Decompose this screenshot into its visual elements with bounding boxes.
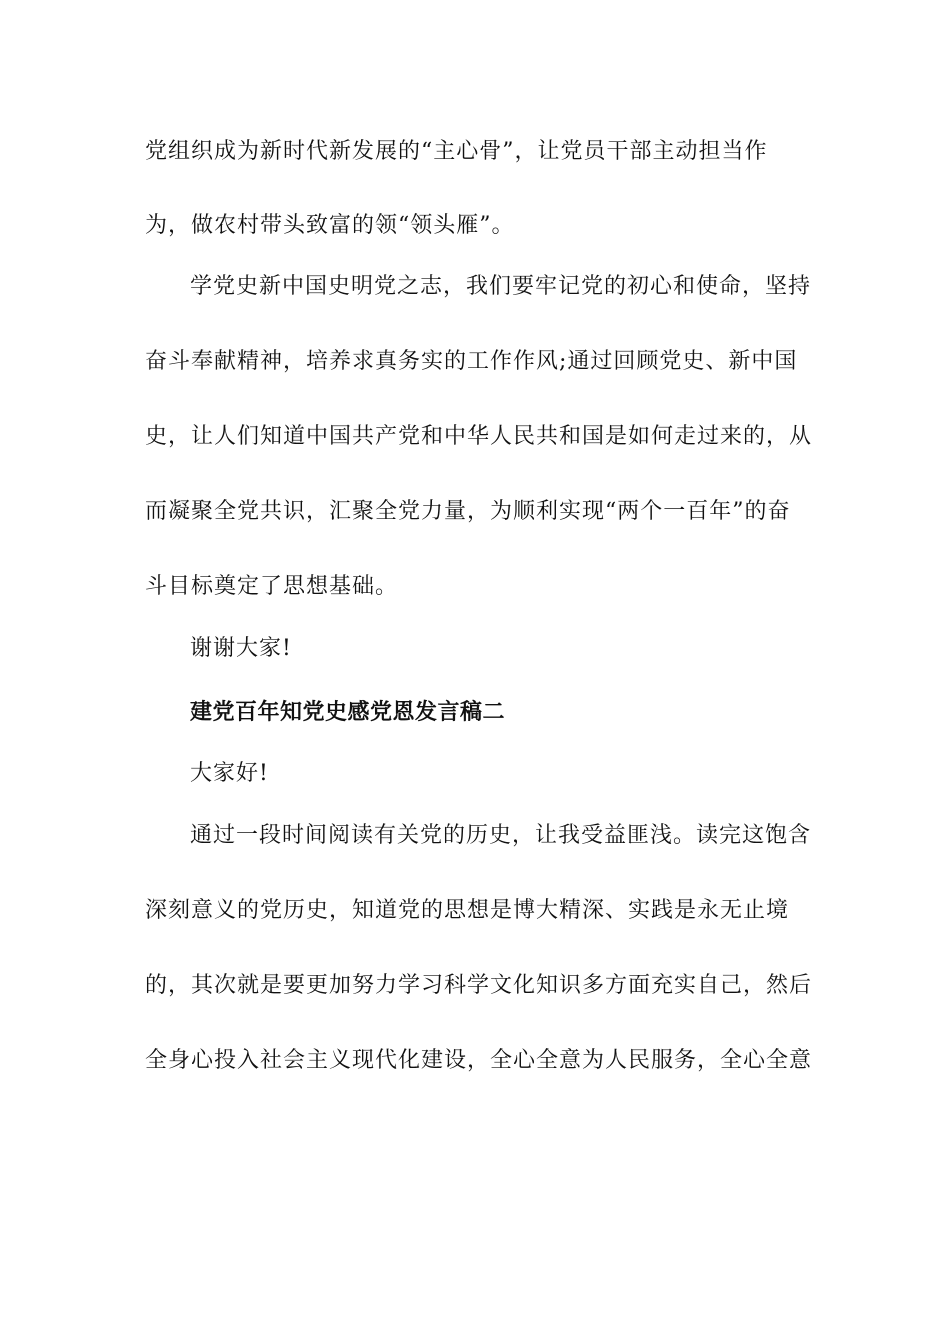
paragraph-line: 深刻意义的党历史，知道党的思想是博大精深、实践是永无止境	[145, 898, 790, 923]
paragraph-line: 全身心投入社会主义现代化建设，全心全意为人民服务，全心全意	[145, 1048, 813, 1073]
paragraph-line: 斗目标奠定了思想基础。	[145, 574, 399, 599]
paragraph-line: 而凝聚全党共识，汇聚全党力量，为顺利实现“两个一百年”的奋	[145, 499, 791, 524]
greeting-line: 大家好!	[190, 761, 269, 786]
paragraph-line: 史，让人们知道中国共产党和中华人民共和国是如何走过来的，从	[145, 424, 813, 449]
paragraph-line: 为，做农村带头致富的领“领头雁”。	[145, 213, 515, 238]
section-heading: 建党百年知党史感党恩发言稿二	[190, 699, 506, 725]
closing-line: 谢谢大家!	[190, 636, 292, 661]
paragraph-line: 奋斗奉献精神，培养求真务实的工作作风;通过回顾党史、新中国	[145, 349, 798, 374]
paragraph-line: 的，其次就是要更加努力学习科学文化知识多方面充实自己，然后	[145, 973, 813, 998]
paragraph-line: 学党史新中国史明党之志，我们要牢记党的初心和使命，坚持	[190, 274, 812, 299]
paragraph-line: 党组织成为新时代新发展的“主心骨”，让党员干部主动担当作	[145, 139, 768, 164]
paragraph-line: 通过一段时间阅读有关党的历史，让我受益匪浅。读完这饱含	[190, 823, 812, 848]
